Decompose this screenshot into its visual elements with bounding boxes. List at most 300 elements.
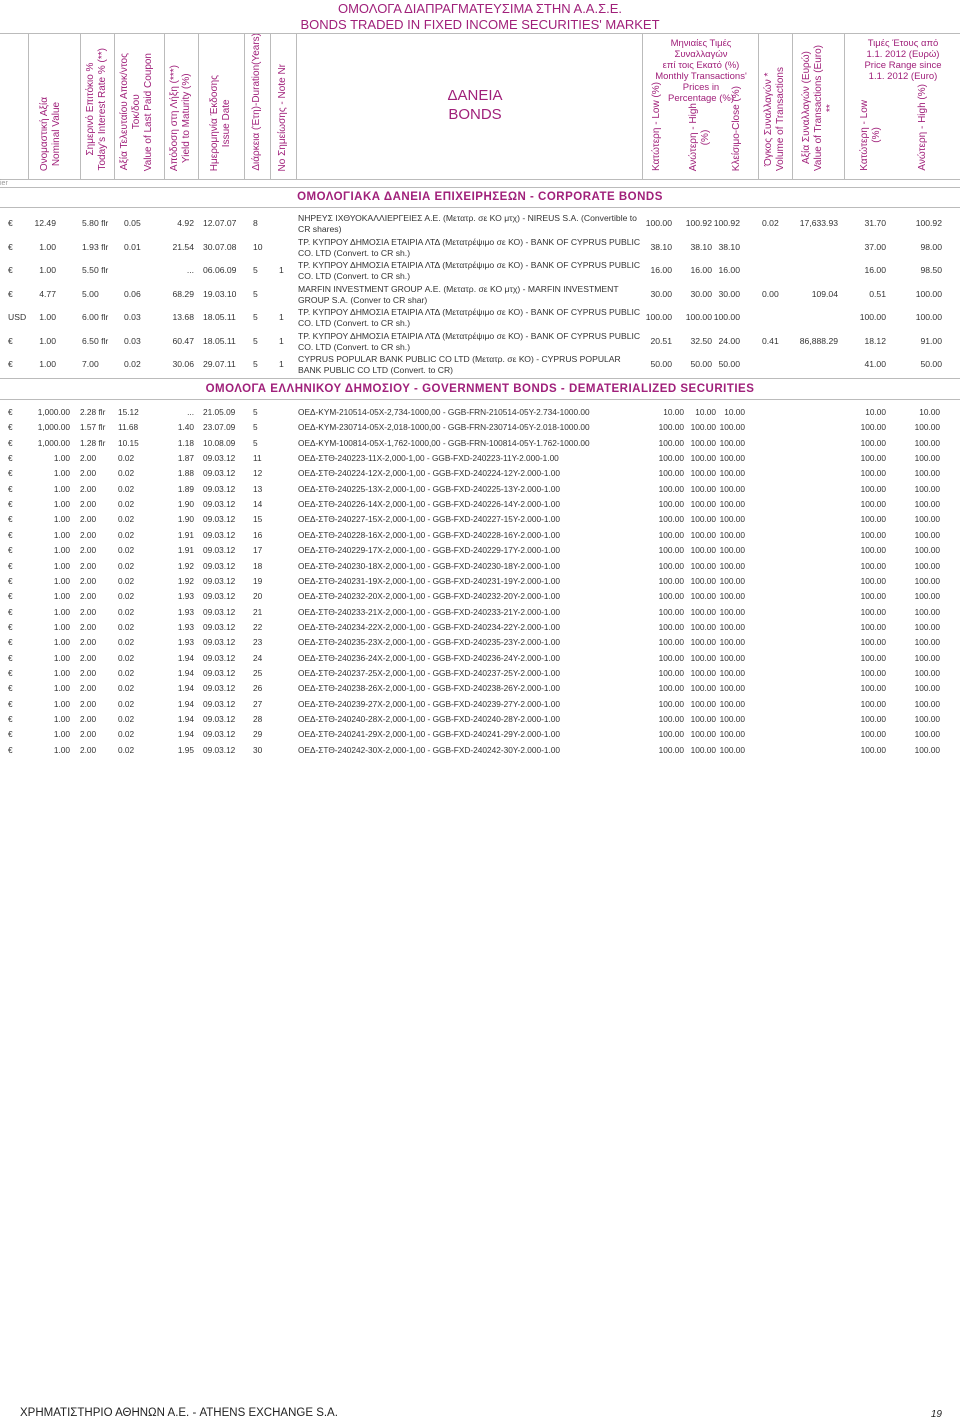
government-bond-row — [0, 468, 960, 483]
cell-yield: 1.95 — [177, 744, 194, 755]
government-bond-row — [0, 561, 960, 576]
header-year-high: Ανώτερη - High (%) — [917, 84, 928, 171]
cell-cur: € — [8, 545, 13, 556]
cell-yhigh: 50.00 — [920, 359, 942, 369]
cell-rate: 1.57 flr — [80, 422, 106, 433]
cell-cur: € — [8, 241, 13, 252]
cell-yield: 1.94 — [177, 683, 194, 694]
cell-high: 100.00 — [690, 698, 716, 709]
cell-ylow: 0.51 — [869, 288, 886, 299]
cell-nominal: 1.00 — [53, 545, 70, 556]
header-rate: Σημερινό Επιτόκιο % Today's Interest Rate % (**) — [80, 34, 115, 179]
cell-ylow: 100.00 — [860, 422, 886, 433]
cell-rate: 5.80 flr — [82, 218, 109, 228]
cell-yhigh: 100.00 — [915, 312, 942, 322]
cell-ylow: 10.00 — [865, 407, 886, 417]
cell-dur: 12 — [253, 468, 263, 479]
cell-nominal: 1.00 — [39, 241, 56, 252]
cell-yhigh: 100.00 — [914, 621, 940, 632]
cell-cur: € — [8, 744, 13, 755]
cell-ylow: 100.00 — [860, 729, 886, 740]
header-close: Κλείσιμο-Close (%) — [731, 85, 742, 171]
cell-yhigh: 100.00 — [914, 591, 940, 602]
cell-yield: 1.94 — [177, 652, 194, 663]
cell-rate: 2.00 — [80, 560, 97, 571]
cell-rate: 1.28 flr — [80, 437, 106, 448]
cell-coupon: 0.02 — [118, 698, 135, 709]
bond-description: ΤΡ. ΚΥΠΡΟΥ ΔΗΜΟΣΙΑ ΕΤΑΙΡΙΑ ΛΤΔ (Μετατρέψιμο σε ΚΟ) - BANK OF CYPRUS PUBLIC CO. LTD (Convert. to CR sh.) — [298, 236, 641, 258]
cell-yield: 1.94 — [177, 667, 194, 678]
cell-yield: 1.89 — [177, 483, 194, 494]
cell-val: 17,633.93 — [799, 218, 838, 228]
cell-nominal: 12.49 — [34, 218, 56, 228]
cell-high: 100.00 — [690, 714, 716, 724]
cell-coupon: 0.02 — [118, 514, 135, 525]
header-low: Κατώτερη - Low (%) — [651, 81, 662, 171]
cell-dur: 18 — [253, 560, 263, 571]
cell-high: 100.00 — [690, 652, 716, 663]
cell-high: 100.00 — [685, 312, 712, 322]
government-section-top-rule — [0, 378, 960, 379]
cell-low: 100.00 — [658, 667, 684, 678]
cell-yhigh: 100.00 — [914, 529, 940, 540]
cell-close: 100.00 — [719, 468, 745, 479]
cell-yhigh: 100.00 — [914, 560, 940, 571]
cell-high: 100.00 — [690, 591, 716, 602]
bond-description: ΟΕΔ-ΣΤΘ-240236-24Χ-2,000-1,00 - GGB-FXD-240236-24Y-2.000-1.00 — [298, 652, 561, 663]
government-bond-row — [0, 438, 960, 453]
bond-description: ΟΕΔ-ΣΤΘ-240234-22Χ-2,000-1,00 - GGB-FXD-240234-22Y-2.000-1.00 — [298, 621, 561, 632]
cell-note: 1 — [279, 335, 284, 346]
cell-rate: 2.00 — [80, 483, 97, 494]
cell-cur: € — [8, 529, 13, 540]
cell-ylow: 100.00 — [860, 560, 886, 571]
cell-cur: € — [8, 359, 13, 369]
cell-dur: 5 — [253, 407, 258, 417]
cell-issue: 06.06.09 — [203, 265, 237, 275]
cell-rate: 2.00 — [80, 468, 97, 479]
government-bond-row — [0, 653, 960, 668]
bond-description: MARFIN INVESTMENT GROUP Α.Ε. (Μετατρ. σε ΚΟ μτχ) - MARFIN INVESTMENT GROUP S.A. (Conver to CR shar) — [298, 283, 619, 305]
corporate-bond-row — [0, 260, 960, 282]
cell-high: 10.00 — [695, 407, 716, 417]
government-bond-row — [0, 745, 960, 760]
cell-dur: 19 — [253, 575, 263, 586]
cell-coupon: 0.02 — [118, 483, 135, 494]
cell-nominal: 1.00 — [53, 698, 70, 709]
cell-yhigh: 100.00 — [914, 437, 940, 448]
cell-close: 100.00 — [719, 453, 745, 464]
cell-rate: 2.00 — [80, 606, 97, 617]
cell-cur: € — [8, 637, 13, 648]
cell-rate: 2.00 — [80, 729, 97, 740]
cell-cur: € — [8, 667, 13, 678]
cell-yhigh: 100.00 — [914, 683, 940, 694]
cell-yield: 30.06 — [172, 359, 194, 369]
government-bond-row — [0, 729, 960, 744]
cell-issue: 09.03.12 — [203, 698, 236, 709]
cell-low: 100.00 — [658, 729, 684, 740]
cell-high: 100.00 — [690, 744, 716, 755]
cell-rate: 2.00 — [80, 545, 97, 556]
cell-yhigh: 100.00 — [914, 453, 940, 464]
cell-rate: 2.00 — [80, 698, 97, 709]
cell-val: 109.04 — [811, 288, 838, 299]
cell-ylow: 100.00 — [859, 312, 886, 322]
cell-dur: 13 — [253, 483, 263, 494]
cell-ylow: 100.00 — [860, 744, 886, 755]
cell-high: 100.00 — [690, 529, 716, 540]
cell-coupon: 0.02 — [124, 359, 141, 369]
cell-cur: € — [8, 468, 13, 479]
cell-close: 100.00 — [719, 422, 745, 433]
cell-high: 100.00 — [690, 575, 716, 586]
cell-dur: 30 — [253, 744, 263, 755]
cell-dur: 23 — [253, 637, 263, 648]
ghost-label: ier — [0, 180, 8, 187]
cell-low: 100.00 — [645, 312, 672, 322]
cell-issue: 12.07.07 — [203, 218, 237, 228]
cell-issue: 29.07.11 — [203, 359, 236, 369]
cell-coupon: 11.68 — [118, 422, 139, 433]
bond-description: ΟΕΔ-ΣΤΘ-240227-15Χ-2,000-1,00 - GGB-FXD-240227-15Y-2.000-1.00 — [298, 514, 561, 525]
cell-dur: 11 — [253, 453, 262, 464]
cell-yield: 1.93 — [177, 606, 194, 617]
cell-yield: 60.47 — [172, 335, 194, 346]
bond-description: ΟΕΔ-ΚΥΜ-210514-05Χ-2,734-1000,00 - GGB-FRN-210514-05Y-2.734-1000.00 — [298, 407, 590, 417]
cell-rate: 2.00 — [80, 667, 97, 678]
cell-high: 100.00 — [690, 422, 716, 433]
cell-low: 10.00 — [663, 407, 684, 417]
cell-ylow: 100.00 — [860, 591, 886, 602]
cell-nominal: 1.00 — [53, 621, 70, 632]
bond-description: ΟΕΔ-ΣΤΘ-240229-17Χ-2,000-1,00 - GGB-FXD-240229-17Y-2.000-1.00 — [298, 545, 561, 556]
page-number: 19 — [930, 1409, 942, 1420]
corporate-bond-row — [0, 213, 960, 235]
cell-dur: 15 — [253, 514, 263, 525]
cell-cur: € — [8, 335, 13, 346]
cell-cur: € — [8, 729, 13, 740]
cell-close: 100.00 — [713, 312, 740, 322]
cell-coupon: 0.02 — [118, 606, 135, 617]
section-government-bonds: ΟΜΟΛΟΓΑ ΕΛΛΗΝΙΚΟΥ ΔΗΜΟΣΙΟΥ - GOVERNMENT BONDS - DEMATERIALIZED SECURITIES — [205, 383, 755, 395]
cell-rate: 1.93 flr — [82, 241, 109, 252]
cell-coupon: 0.02 — [118, 714, 135, 724]
cell-high: 32.50 — [690, 335, 712, 346]
cell-low: 100.00 — [658, 606, 684, 617]
cell-high: 50.00 — [690, 359, 712, 369]
cell-rate: 7.00 — [82, 359, 99, 369]
cell-coupon: 0.02 — [118, 529, 135, 540]
cell-cur: € — [8, 218, 13, 228]
cell-rate: 2.00 — [80, 652, 97, 663]
government-bond-row — [0, 530, 960, 545]
cell-close: 100.00 — [719, 499, 745, 510]
cell-rate: 2.00 — [80, 621, 97, 632]
cell-nominal: 1.00 — [53, 637, 70, 648]
cell-yield: 1.93 — [177, 621, 194, 632]
cell-rate: 2.00 — [80, 591, 97, 602]
corporate-section-top-rule — [0, 187, 960, 188]
cell-close: 100.00 — [719, 714, 745, 724]
cell-ylow: 37.00 — [864, 241, 886, 252]
cell-ylow: 100.00 — [860, 606, 886, 617]
bond-description: CYPRUS POPULAR BANK PUBLIC CO LTD (Μετατρ. σε ΚΟ) - CYPRUS POPULAR BANK PUBLIC CO LTD (Convert. to CR) — [298, 354, 621, 375]
cell-issue: 09.03.12 — [203, 453, 236, 464]
government-bond-row — [0, 607, 960, 622]
cell-dur: 28 — [253, 714, 263, 724]
cell-yield: ... — [186, 265, 194, 275]
header-issue-date: Ημερομηνία Έκδοσης Issue Date — [198, 34, 245, 179]
cell-yhigh: 100.00 — [915, 288, 942, 299]
header-top-rule — [0, 33, 960, 34]
cell-close: 50.00 — [718, 359, 740, 369]
cell-close: 100.00 — [719, 744, 745, 755]
cell-nominal: 1.00 — [53, 453, 70, 464]
cell-yield: 1.90 — [177, 499, 194, 510]
bond-description: ΟΕΔ-ΣΤΘ-240235-23Χ-2,000-1,00 - GGB-FXD-240235-23Y-2.000-1.00 — [298, 637, 561, 648]
cell-cur: € — [8, 575, 13, 586]
cell-low: 30.00 — [650, 288, 672, 299]
cell-nominal: 1.00 — [53, 744, 70, 755]
cell-high: 100.00 — [690, 499, 716, 510]
header-monthly-prices: Μηνιαίες Τιμές Συναλλαγών επί τοις Εκατό (%) Monthly Transactions' Prices in Percentage (%) Κατώτερη - Low (%) Ανώτερη - High (%) Κλείσιμο-Close (%) — [642, 34, 759, 179]
corporate-section-bottom-rule — [0, 207, 960, 208]
cell-low: 100.00 — [658, 483, 684, 494]
cell-coupon: 10.15 — [118, 437, 139, 448]
government-bond-row — [0, 714, 960, 729]
cell-note: 1 — [279, 359, 284, 369]
cell-nominal: 1.00 — [53, 606, 70, 617]
cell-yhigh: 100.00 — [914, 729, 940, 740]
cell-coupon: 0.02 — [118, 453, 135, 464]
cell-ylow: 100.00 — [860, 437, 886, 448]
cell-ylow: 100.00 — [860, 652, 886, 663]
cell-cur: € — [8, 499, 13, 510]
government-bond-row — [0, 591, 960, 606]
cell-dur: 26 — [253, 683, 263, 694]
cell-nominal: 1,000.00 — [37, 407, 70, 417]
cell-ylow: 41.00 — [864, 359, 886, 369]
cell-ylow: 18.12 — [864, 335, 886, 346]
corporate-bond-row — [0, 284, 960, 306]
cell-cur: € — [8, 407, 13, 417]
cell-issue: 18.05.11 — [203, 335, 236, 346]
cell-high: 38.10 — [690, 241, 712, 252]
cell-high: 100.00 — [690, 468, 716, 479]
cell-issue: 09.03.12 — [203, 514, 236, 525]
cell-high: 100.00 — [690, 514, 716, 525]
cell-cur: € — [8, 288, 13, 299]
cell-ylow: 100.00 — [860, 683, 886, 694]
cell-yield: 1.88 — [177, 468, 194, 479]
cell-dur: 16 — [253, 529, 263, 540]
cell-cur: € — [8, 621, 13, 632]
cell-low: 100.00 — [658, 422, 684, 433]
cell-low: 100.00 — [658, 453, 684, 464]
cell-low: 100.00 — [658, 591, 684, 602]
cell-issue: 10.08.09 — [203, 437, 236, 448]
cell-issue: 09.03.12 — [203, 652, 236, 663]
header-bottom-rule — [0, 179, 960, 180]
cell-rate: 2.00 — [80, 499, 97, 510]
government-bond-row — [0, 699, 960, 714]
bond-description: ΟΕΔ-ΣΤΘ-240232-20Χ-2,000-1,00 - GGB-FXD-240232-20Y-2.000-1.00 — [298, 591, 561, 602]
cell-nominal: 1.00 — [53, 729, 70, 740]
cell-rate: 2.00 — [80, 714, 97, 724]
bond-description: ΟΕΔ-ΣΤΘ-240223-11Χ-2,000-1,00 - GGB-FXD-240223-11Y-2.000-1.00 — [298, 453, 559, 464]
cell-issue: 21.05.09 — [203, 407, 236, 417]
cell-coupon: 0.02 — [118, 729, 135, 740]
cell-ylow: 100.00 — [860, 637, 886, 648]
cell-dur: 24 — [253, 652, 263, 663]
cell-yield: 68.29 — [172, 288, 194, 299]
cell-rate: 2.00 — [80, 683, 97, 694]
bond-description: ΤΡ. ΚΥΠΡΟΥ ΔΗΜΟΣΙΑ ΕΤΑΙΡΙΑ ΛΤΔ (Μετατρέψιμο σε ΚΟ) - BANK OF CYPRUS PUBLIC CO. LTD (Convert. to CR sh.) — [298, 307, 641, 328]
cell-low: 100.00 — [658, 499, 684, 510]
bond-description: ΟΕΔ-ΣΤΘ-240230-18Χ-2,000-1,00 - GGB-FXD-240230-18Y-2.000-1.00 — [298, 560, 561, 571]
cell-val: 86,888.29 — [799, 335, 838, 346]
cell-high: 30.00 — [690, 288, 712, 299]
cell-high: 100.00 — [690, 729, 716, 740]
cell-close: 16.00 — [718, 265, 740, 275]
corporate-bond-row — [0, 331, 960, 353]
cell-yhigh: 100.00 — [914, 575, 940, 586]
bond-description: ΟΕΔ-ΣΤΘ-240242-30Χ-2,000-1,00 - GGB-FXD-240242-30Y-2.000-1.00 — [298, 744, 561, 755]
bond-description: ΟΕΔ-ΣΤΘ-240226-14Χ-2,000-1,00 - GGB-FXD-240226-14Y-2.000-1.00 — [298, 499, 561, 510]
cell-yhigh: 91.00 — [920, 335, 942, 346]
cell-yhigh: 100.00 — [914, 468, 940, 479]
cell-yhigh: 100.00 — [914, 422, 940, 433]
cell-coupon: 0.03 — [124, 335, 141, 346]
section-corporate-bonds: ΟΜΟΛΟΓΙΑΚΑ ΔΑΝΕΙΑ ΕΠΙΧΕΙΡΗΣΕΩΝ - CORPORATE BONDS — [297, 191, 663, 203]
cell-yield: 1.94 — [177, 729, 194, 740]
corporate-bond-row — [0, 237, 960, 259]
header-value: Αξία Συναλλαγών (Ευρώ) Value of Transactions (Euro) ** — [792, 34, 845, 179]
bond-description: ΟΕΔ-ΣΤΘ-240241-29Χ-2,000-1,00 - GGB-FXD-240241-29Y-2.000-1.00 — [298, 729, 561, 740]
cell-low: 100.00 — [658, 437, 684, 448]
cell-rate: 2.00 — [80, 529, 97, 540]
cell-close: 100.00 — [719, 529, 745, 540]
cell-high: 100.00 — [690, 621, 716, 632]
cell-cur: € — [8, 591, 13, 602]
cell-yield: ... — [187, 407, 194, 417]
cell-yhigh: 100.00 — [914, 499, 940, 510]
cell-high: 100.00 — [690, 637, 716, 648]
cell-close: 100.00 — [719, 729, 745, 740]
cell-issue: 09.03.12 — [203, 606, 236, 617]
cell-coupon: 0.02 — [118, 575, 135, 586]
cell-issue: 09.03.12 — [203, 545, 236, 556]
cell-cur: USD — [8, 312, 27, 322]
cell-ylow: 100.00 — [860, 575, 886, 586]
cell-ylow: 16.00 — [864, 265, 886, 275]
page-title-greek: ΟΜΟΛΟΓΑ ΔΙΑΠΡΑΓΜΑΤΕΥΣΙΜΑ ΣΤΗΝ Α.Α.Σ.Ε. — [337, 1, 623, 16]
cell-issue: 09.03.12 — [203, 729, 236, 740]
cell-close: 100.00 — [719, 652, 745, 663]
cell-yield: 21.54 — [172, 241, 194, 252]
cell-high: 100.92 — [685, 218, 712, 228]
cell-high: 100.00 — [690, 560, 716, 571]
cell-issue: 09.03.12 — [203, 637, 236, 648]
cell-cur: € — [8, 265, 13, 275]
header-volume: Όγκος Συναλλαγών * Volume of Transactions — [758, 34, 793, 179]
cell-issue: 18.05.11 — [203, 312, 236, 322]
cell-yhigh: 100.00 — [914, 545, 940, 556]
cell-yhigh: 100.00 — [914, 606, 940, 617]
cell-nominal: 1.00 — [53, 575, 70, 586]
cell-nominal: 1.00 — [53, 667, 70, 678]
cell-close: 10.00 — [724, 407, 745, 417]
cell-rate: 2.00 — [80, 575, 97, 586]
cell-yield: 1.92 — [177, 575, 194, 586]
bond-description: ΟΕΔ-ΣΤΘ-240231-19Χ-2,000-1,00 - GGB-FXD-240231-19Y-2.000-1.00 — [298, 575, 561, 586]
cell-rate: 6.50 flr — [82, 335, 109, 346]
cell-ylow: 100.00 — [860, 483, 886, 494]
cell-coupon: 0.06 — [124, 288, 141, 299]
cell-nominal: 1.00 — [53, 483, 70, 494]
header-nominal: Ονομαστική Αξία Nominal Value — [28, 34, 81, 179]
cell-dur: 17 — [253, 545, 263, 556]
bond-description: ΟΕΔ-ΣΤΘ-240240-28Χ-2,000-1,00 - GGB-FXD-240240-28Y-2.000-1.00 — [298, 714, 561, 724]
cell-coupon: 0.02 — [118, 621, 135, 632]
bond-description: ΟΕΔ-ΣΤΘ-240224-12Χ-2,000-1,00 - GGB-FXD-240224-12Y-2.000-1.00 — [298, 468, 561, 479]
cell-close: 30.00 — [718, 288, 740, 299]
cell-nominal: 1.00 — [53, 560, 70, 571]
header-high: Ανώτερη - High (%) — [688, 102, 711, 171]
government-bond-row — [0, 622, 960, 637]
cell-vol: 0.00 — [762, 288, 779, 299]
cell-ylow: 100.00 — [860, 698, 886, 709]
cell-cur: € — [8, 698, 13, 709]
cell-dur: 10 — [253, 241, 263, 252]
cell-cur: € — [8, 453, 13, 464]
cell-yhigh: 10.00 — [919, 407, 940, 417]
cell-low: 100.00 — [658, 545, 684, 556]
bond-description: ΟΕΔ-ΣΤΘ-240233-21Χ-2,000-1,00 - GGB-FXD-240233-21Y-2.000-1.00 — [298, 606, 561, 617]
cell-coupon: 0.02 — [118, 468, 135, 479]
government-bond-row — [0, 422, 960, 437]
cell-close: 38.10 — [718, 241, 740, 252]
header-coupon: Αξία Τελευταίου Αποκ/ντος Τοκ/δου Value of Last Paid Coupon — [114, 34, 165, 179]
cell-yhigh: 100.00 — [914, 483, 940, 494]
cell-ylow: 100.00 — [860, 453, 886, 464]
cell-issue: 09.03.12 — [203, 483, 236, 494]
cell-low: 20.51 — [650, 335, 672, 346]
cell-dur: 22 — [253, 621, 263, 632]
cell-yield: 4.92 — [177, 218, 194, 228]
cell-yield: 1.90 — [177, 514, 194, 525]
cell-close: 100.00 — [719, 560, 745, 571]
cell-rate: 6.00 flr — [82, 312, 109, 322]
cell-cur: € — [8, 437, 13, 448]
cell-vol: 0.41 — [762, 335, 779, 346]
cell-yhigh: 100.00 — [914, 714, 940, 724]
government-bond-row — [0, 668, 960, 683]
cell-issue: 09.03.12 — [203, 591, 236, 602]
cell-nominal: 1.00 — [53, 652, 70, 663]
cell-yhigh: 100.00 — [914, 637, 940, 648]
cell-close: 100.00 — [719, 637, 745, 648]
corporate-bond-row — [0, 307, 960, 329]
cell-yhigh: 100.00 — [914, 667, 940, 678]
bond-description: ΟΕΔ-ΚΥΜ-230714-05Χ-2,018-1000,00 - GGB-FRN-230714-05Y-2.018-1000.00 — [298, 422, 590, 433]
cell-cur: € — [8, 714, 13, 724]
cell-nominal: 1.00 — [39, 265, 56, 275]
cell-yhigh: 100.00 — [914, 652, 940, 663]
cell-rate: 2.28 flr — [80, 407, 106, 417]
cell-high: 100.00 — [690, 683, 716, 694]
